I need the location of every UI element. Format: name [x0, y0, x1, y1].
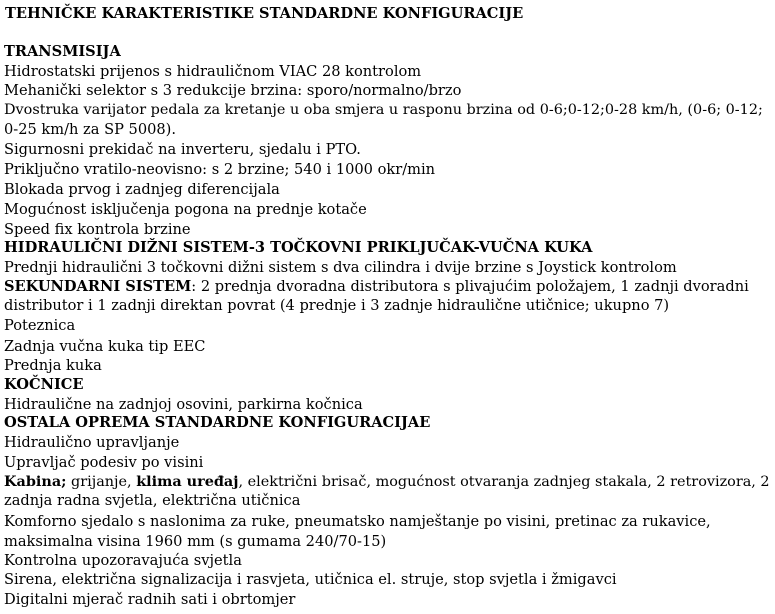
section-heading-ostala-oprema: OSTALA OPREMA STANDARDNE KONFIGURACIJAE — [4, 414, 431, 431]
transmisija-line: 0-25 km/h za SP 5008). — [4, 121, 177, 138]
kocnice-line: Hidraulične na zadnjoj osovini, parkirna kočnica — [4, 396, 363, 413]
sekundarni-sistem-line — [4, 277, 749, 297]
hidraulicni-line: Prednji hidraulični 3 točkovni dižni sistem s dva cilindra i dvije brzine s Joystick kontrolom — [4, 259, 677, 276]
section-heading-transmisija: TRANSMISIJA — [4, 43, 121, 60]
ostala-line: Komforno sjedalo s naslonima za ruke, pneumatsko namještanje po visini, pretinac za rukavice, — [4, 513, 711, 530]
kabina-text: grijanje, — [66, 474, 137, 490]
transmisija-line: Blokada prvog i zadnjeg diferencijala — [4, 181, 280, 198]
transmisija-line: Mehanički selektor s 3 redukcije brzina: sporo/normalno/brzo — [4, 82, 462, 99]
hidraulicni-line: Poteznica — [4, 317, 76, 334]
ostala-line: Digitalni mjerač radnih sati i obrtomjer — [4, 591, 296, 608]
ostala-line: zadnja radna svjetla, električna utičnica — [4, 492, 301, 509]
ostala-line: Hidraulično upravljanje — [4, 434, 180, 451]
hidraulicni-line: distributor i 1 zadnji direktan povrat (4 prednje i 3 zadnje hidraulične utičnice; ukupno 7) — [4, 297, 670, 314]
ostala-line: Upravljač podesiv po visini — [4, 454, 204, 471]
kabina-rest-text: , električni brisač, mogućnost otvaranja zadnjeg stakala, 2 retrovizora, 2 — [238, 474, 770, 490]
section-heading-hidraulicni: HIDRAULIČNI DIŽNI SISTEM-3 TOČKOVNI PRIKLJUČAK-VUČNA KUKA — [4, 239, 593, 256]
ostala-line: Kontrolna upozoravajuća svjetla — [4, 552, 242, 569]
section-heading-kocnice: KOČNICE — [4, 376, 84, 393]
transmisija-line: Dvostruka varijator pedala za kretanje u oba smjera u rasponu brzina od 0-6;0-12;0-28 km/h, (0-6; 0-12; — [4, 102, 763, 118]
klima-label: klima uređaj — [136, 473, 239, 490]
ostala-line: Sirena, električna signalizacija i rasvjeta, utičnica el. struje, stop svjetla i žmigavci — [4, 571, 617, 588]
transmisija-line: Speed fix kontrola brzine — [4, 221, 191, 238]
document-title: TEHNIČKE KARAKTERISTIKE STANDARDNE KONFIGURACIJE — [5, 5, 524, 22]
kabina-line — [4, 472, 770, 492]
ostala-line: maksimalna visina 1960 mm (s gumama 240/70-15) — [4, 533, 387, 550]
transmisija-line: Hidrostatski prijenos s hidrauličnom VIAC 28 kontrolom — [4, 63, 422, 80]
kabina-label: Kabina; — [4, 473, 67, 490]
transmisija-line: Mogućnost isključenja pogona na prednje kotače — [4, 201, 367, 218]
transmisija-line: Priključno vratilo-neovisno: s 2 brzine; 540 i 1000 okr/min — [4, 161, 436, 178]
hidraulicni-line: Prednja kuka — [4, 357, 102, 374]
sekundarni-sistem-label: SEKUNDARNI SISTEM — [4, 278, 192, 295]
sekundarni-sistem-text: : 2 prednja dvoradna distributora s plivajućim položajem, 1 zadnji dvoradni — [191, 278, 749, 295]
hidraulicni-line: Zadnja vučna kuka tip EEC — [4, 338, 206, 355]
transmisija-line: Sigurnosni prekidač na inverteru, sjedalu i PTO. — [4, 141, 361, 158]
